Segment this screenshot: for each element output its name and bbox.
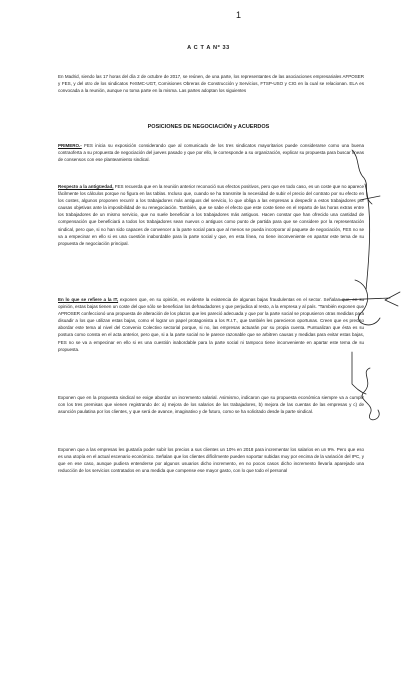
paragraph-text: Exponen que en la propuesta sindical se exige abordar un incremento salarial. Asimismo, indicaron que su propuesta económica siempre va a cumplir con los tres premisas que vienen registrando de: a) mejora de los salarios de los trabajadores, b) mejora de las cuentas de las empresas y c) de asunción paulatina por los clientes, y que será de avance, imaginativo y de futuro, como se ha solicitado desde la parte sindical. xyxy=(58,395,364,415)
margin-bracket-2 xyxy=(352,352,366,394)
paragraph-salarial xyxy=(58,394,364,415)
paragraph-primero xyxy=(58,142,364,163)
paragraph-text: Exponen que a las empresas les gustaría poder subir los precios a sus clientes un 10% en 2018 para incrementar los salarios en un 9%. Pero que eso es una utopía en el actual escenario económico. Señalan que los clientes difícilmente pueden soportar subidas muy por encima de la variación del IPC, y que en ese caso, aunque pudiera entenderse por algunos usuarios dicho incremento, en no pocos casos dicho incremento llevaría aparejado una reducción de los servicios contratados en una medida que compense ese mayor gasto, con lo que todo el personal xyxy=(58,447,364,474)
paragraph-lead: En lo que se refiere a la IT, xyxy=(58,297,119,302)
paragraph-lead: Respecto a la antigüedad, xyxy=(58,184,114,189)
intro-paragraph: En Madrid, siendo las 17 horas del día 2 de octubre de 2017, se reúnen, de una parte, los representantes de las asociaciones empresariales AFPOSER y FES, y del otro de los sindicatos FeSMC-UGT, Comisiones Obreras de Construcción y Servicios, FTSP-USO y CIG en la cual se relacionan. ELA es convocada a la reunión, aunque no toma parte en la misma. Las partes adoptan los siguientes xyxy=(58,74,364,94)
signature-arrow-mark xyxy=(385,292,400,306)
paragraph-text: FES recuerda que en la reunión anterior reconoció sus efectos positivos, pero que en todo caso, es un coste que no aparece fácilmente los cálculos porque no figura en las tablas. Incluso que, cuando se ha transmite la necesidad de subir el precio del contrato por su efecto en los costes, algunos proponen recurrir a los trabajadores más antiguos del servicio, lo que obliga a las empresas a despedir a estos trabajadores por causas objetivas ante la imposibilidad de su renegociación. También, que se sabe el efecto que este coste tiene en el reparto de las horas extras entre los trabajadores de un mismo servicio, que no suele beneficiar a los trabajadores más antiguos. Hacen constar que han ofrecido una cantidad de compensación que beneficiará a todos los trabajadores sean nuevos o antiguos como punto de partida para que se considere por la representación sindical, pero que, si no han sido capaces de convencer a la parte social para que al menos se pueda incorporar al paquete de negociación, FES no se va a empecinar en ello si es una cuestión inabordable para la parte social y que, en esta línea, no tiene inconveniente en apartar este tema de su propuesta de negociación principal. xyxy=(58,184,364,246)
paragraph-precios xyxy=(58,446,364,474)
paragraph-it xyxy=(58,296,364,353)
page-number: 1 xyxy=(236,10,242,20)
paragraph-text: exponen que, en su opinión, es evidente la existencia de algunas bajas fraudulentas en el sector. Señalan que, en su opinión, estas bajas tienen un coste del que sólo se benefician los defraudadores y que perjudica al resto, a la empresa y al país. "También exponen que APROSER confeccionó una propuesta de alteración de los plazos que les pareció adecuada y que por la parte social se propusieron otras medidas para disuadir a los que utilizan estas bajas, como el lograr un papel protagonista a los R.I.T., que también les parecieron oportunas. Creen que es preciso abordar este tema al nivel del Convenio Colectivo sectorial porque, si no, las empresas actuarán por su propia cuenta. Puntualizan que ésta es su postura como consta en el acta anterior, pero que, si a la parte social no le parece razonable que se arbitren causas y medidas para evitar estas bajas, FES no se va a empecinar en ello si es una cuestión inabordable para la parte social ni tampoco tiene inconveniente en apartar este tema de su propuesta. xyxy=(58,297,364,352)
section-heading: POSICIONES DE NEGOCIACIÓN y ACUERDOS xyxy=(147,124,270,130)
paragraph-text: FES inicia su exposición considerando que al comunicado de los tres sindicatos mayoritarios puede considerarse como una buena contraoferta a su propuesta de negociación del jueves pasado y que por ello, le corresponde a su organización, explicar su propuesta para buscar líneas de consensos con ese planteamiento sindical. xyxy=(58,143,364,163)
paragraph-lead: PRIMERO.- xyxy=(58,143,82,148)
margin-bracket-1 xyxy=(365,184,370,290)
paragraph-antiguedad xyxy=(58,183,364,247)
document-title: A C T A Nº 33 xyxy=(187,45,230,51)
signature-scribble-3 xyxy=(362,368,379,420)
